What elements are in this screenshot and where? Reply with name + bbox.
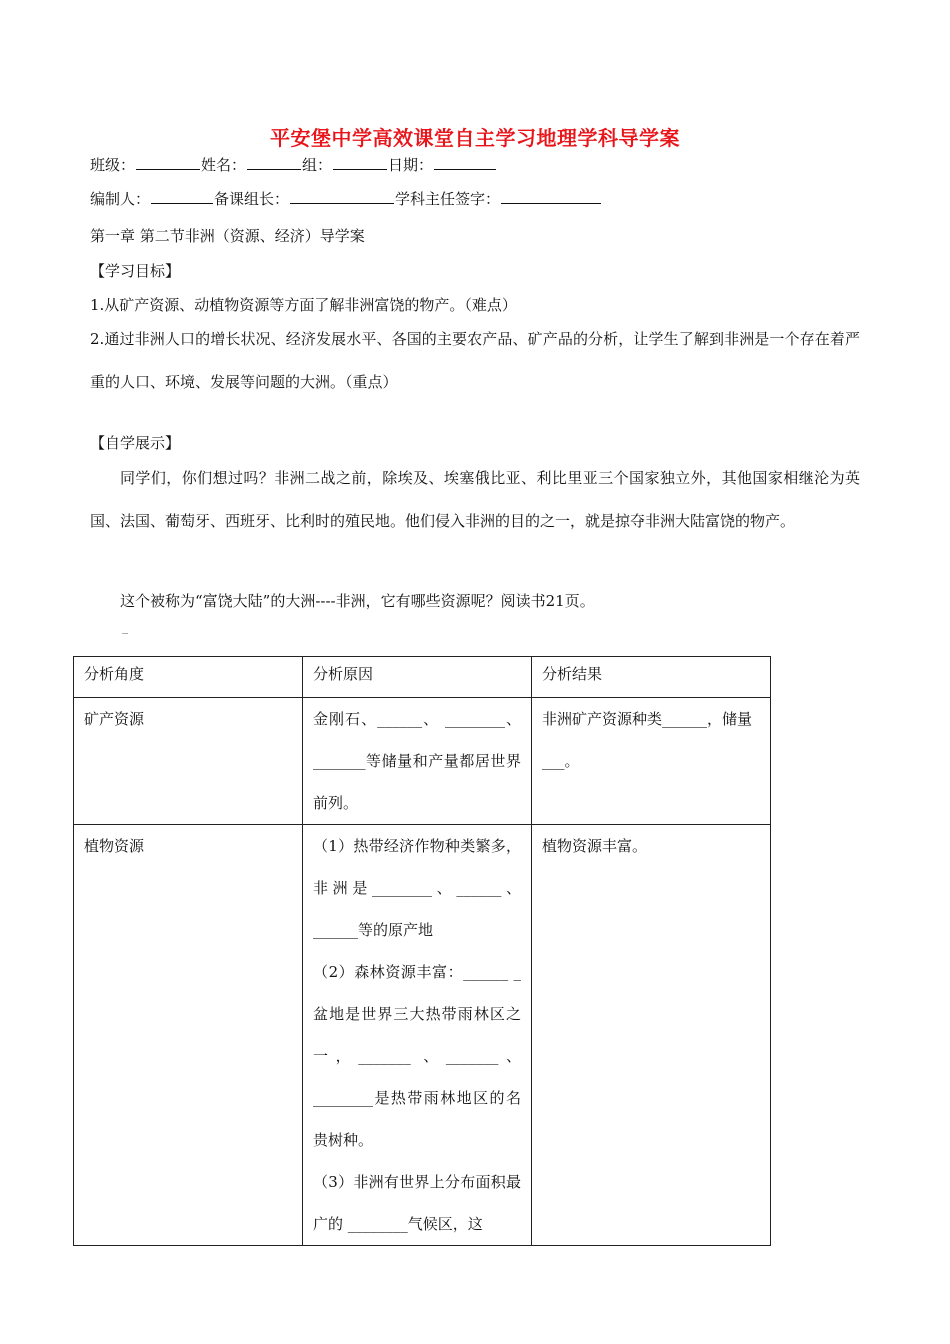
group-label: 组： bbox=[302, 156, 333, 174]
date-blank[interactable] bbox=[434, 155, 496, 170]
objective-1: 1.从矿产资源、动植物资源等方面了解非洲富饶的物产。（难点） bbox=[90, 296, 517, 314]
row-mineral-result: 非洲矿产资源种类______，储量___。 bbox=[532, 698, 771, 825]
row-plant-result: 植物资源丰富。 bbox=[532, 825, 771, 1246]
header-result: 分析结果 bbox=[532, 657, 771, 698]
table-row bbox=[74, 825, 771, 1246]
row-plant-angle: 植物资源 bbox=[74, 825, 303, 1246]
row-plant-reason bbox=[303, 825, 532, 1246]
table-row bbox=[74, 698, 771, 825]
editor-label: 编制人： bbox=[90, 190, 151, 208]
stray-mark: _ bbox=[122, 620, 128, 634]
info-line-2 bbox=[90, 189, 602, 209]
group-blank[interactable] bbox=[333, 155, 387, 170]
row-mineral-angle: 矿产资源 bbox=[74, 698, 303, 825]
director-blank[interactable] bbox=[501, 189, 601, 204]
plant-reason-2: （2）森林资源丰富：______ _ 盆地是世界三大热带雨林区之一，_______ 、_______、________是热带雨林地区的名贵树种。 bbox=[313, 963, 521, 1149]
name-label: 姓名： bbox=[201, 156, 247, 174]
document-title: 平安堡中学高效课堂自主学习地理学科导学案 bbox=[270, 126, 680, 150]
director-label: 学科主任签字： bbox=[395, 190, 501, 208]
table-header-row bbox=[74, 657, 771, 698]
row-mineral-reason: 金刚石、______、 ________、 _______等储量和产量都居世界前列。 bbox=[303, 698, 532, 825]
class-label: 班级： bbox=[90, 156, 136, 174]
self-study-paragraph-2: 这个被称为“富饶大陆”的大洲----非洲，它有哪些资源呢？阅读书21页。 bbox=[120, 592, 595, 610]
class-blank[interactable] bbox=[136, 155, 200, 170]
header-reason: 分析原因 bbox=[303, 657, 532, 698]
leader-label: 备课组长： bbox=[214, 190, 290, 208]
objective-2: 2.通过非洲人口的增长状况、经济发展水平、各国的主要农产品、矿产品的分析，让学生了解到非洲是一个存在着严重的人口、环境、发展等问题的大洲。（重点） bbox=[90, 330, 860, 391]
self-study-heading: 【自学展示】 bbox=[90, 434, 181, 452]
info-line-1 bbox=[90, 155, 497, 175]
analysis-table bbox=[73, 656, 771, 1246]
date-label: 日期： bbox=[388, 156, 434, 174]
plant-reason-1: （1）热带经济作物种类繁多，非洲是________、______、______等的原产地 bbox=[313, 837, 521, 939]
leader-blank[interactable] bbox=[290, 189, 394, 204]
plant-reason-3: （3）非洲有世界上分布面积最广的 ________气候区，这 bbox=[313, 1173, 521, 1233]
objectives-heading: 【学习目标】 bbox=[90, 262, 181, 280]
name-blank[interactable] bbox=[247, 155, 301, 170]
chapter-title: 第一章 第二节非洲（资源、经济）导学案 bbox=[90, 227, 365, 245]
self-study-paragraph-1: 同学们，你们想过吗？非洲二战之前，除埃及、埃塞俄比亚、利比里亚三个国家独立外，其他国家相继沦为英国、法国、葡萄牙、西班牙、比利时的殖民地。他们侵入非洲的目的之一，就是掠夺非洲大陆富饶的物产。 bbox=[90, 469, 860, 530]
editor-blank[interactable] bbox=[151, 189, 213, 204]
header-angle: 分析角度 bbox=[74, 657, 303, 698]
